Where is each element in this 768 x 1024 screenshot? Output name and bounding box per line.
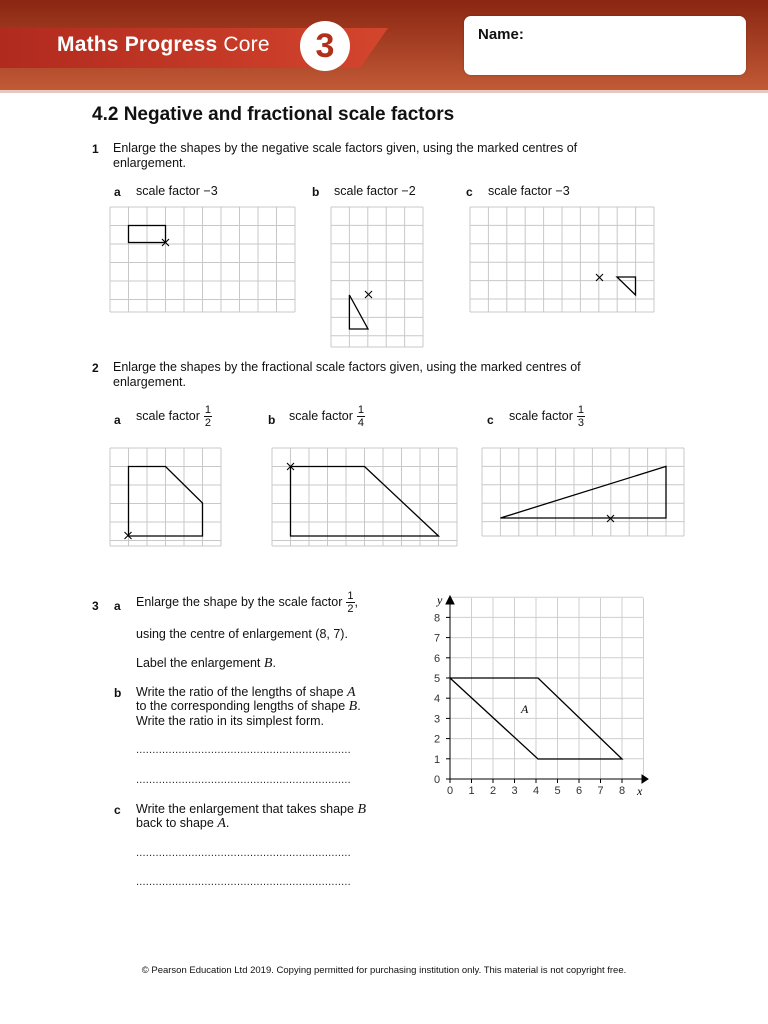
name-label: Name: (478, 26, 524, 43)
grid-q1a (110, 207, 295, 312)
q3c-answer-line-2[interactable]: .................................................................. (136, 876, 351, 888)
q1a-label: a (114, 185, 121, 199)
x-tick-label-2: 2 (490, 785, 497, 797)
y-tick-label-3: 3 (434, 713, 441, 726)
x-tick-label-6: 6 (576, 785, 583, 797)
q2c-scale: scale factor $\frac{1}{3}$ (509, 404, 585, 429)
y-tick-label-1: 1 (434, 753, 441, 766)
x-tick-label-4: 4 (533, 785, 540, 797)
q1c-centre-cross (596, 274, 603, 281)
q3b-answer-line-1[interactable]: .................................................................. (136, 744, 351, 756)
q3a-label: a (114, 599, 121, 613)
q2b-scale: scale factor $\frac{1}{4}$ (289, 404, 365, 429)
q3a-text-line3: Label the enlargement B. (136, 656, 276, 671)
q1b-triangle (349, 295, 368, 329)
x-tick-label-3: 3 (511, 785, 518, 797)
q1c-scale: scale factor −3 (488, 184, 570, 198)
x-tick-label-8: 8 (619, 785, 626, 797)
grid-q1c (470, 207, 654, 312)
y-tick-label-7: 7 (434, 632, 441, 645)
y-tick-label-2: 2 (434, 733, 441, 746)
coordinate-grid-q3 (420, 590, 650, 800)
q3c-answer-line-1[interactable]: .................................................................. (136, 847, 351, 859)
question-number-1: 1 (92, 142, 99, 156)
q3b-label: b (114, 686, 122, 700)
x-axis-label: x (637, 784, 643, 798)
x-axis-arrow (642, 775, 648, 783)
grid-q2b (272, 448, 457, 546)
y-tick-label-5: 5 (434, 673, 441, 685)
x-tick-label-0: 0 (447, 785, 454, 797)
grid-q2c (482, 448, 684, 536)
q3b-text-line1: Write the ratio of the lengths of shape A (136, 685, 356, 700)
y-tick-label-4: 4 (434, 693, 441, 706)
grid-q1b (331, 207, 423, 347)
brand-title: Maths Progress Core (57, 33, 270, 56)
q1b-centre-cross (365, 291, 372, 298)
q3b-text-line3: Write the ratio in its simplest form. (136, 714, 325, 728)
x-tick-label-5: 5 (554, 785, 561, 797)
question-number-2: 2 (92, 361, 99, 375)
q2b-label: b (268, 413, 276, 427)
q1b-label: b (312, 185, 320, 199)
q1c-label: c (466, 185, 473, 199)
q3a-text-line1: Enlarge the shape by the scale factor $\frac{1}{2}$ , (136, 590, 358, 615)
x-tick-label-1: 1 (468, 785, 475, 797)
x-tick-label-7: 7 (597, 785, 604, 797)
y-axis-label: y (437, 593, 443, 607)
y-tick-label-6: 6 (434, 652, 441, 665)
y-tick-label-8: 8 (434, 612, 441, 625)
q1b-scale: scale factor −2 (334, 184, 416, 198)
q1c-triangle (617, 277, 636, 295)
q2a-scale: scale factor $\frac{1}{2}$ (136, 404, 212, 429)
q3a-text-line2: using the centre of enlargement (8, 7). (136, 627, 348, 641)
q2c-triangle (500, 466, 666, 518)
question-number-3: 3 (92, 599, 99, 613)
q2c-label: c (487, 413, 494, 427)
q3b-answer-line-2[interactable]: .................................................................. (136, 774, 351, 786)
book-number-badge: 3 (300, 21, 350, 71)
name-field[interactable] (464, 16, 746, 75)
q3c-text-line1: Write the enlargement that takes shape B (136, 802, 366, 817)
question-2-text: Enlarge the shapes by the fractional scale factors given, using the marked centres of enlargement. (113, 360, 581, 389)
q3c-label: c (114, 803, 121, 817)
grid-q2a (110, 448, 221, 546)
q2a-label: a (114, 413, 121, 427)
y-tick-label-0: 0 (434, 774, 441, 786)
q3c-text-line2: back to shape A. (136, 816, 230, 831)
copyright-footer: © Pearson Education Ltd 2019. Copying permitted for purchasing institution only. This material is not copyright free. (141, 965, 627, 976)
section-title: 4.2 Negative and fractional scale factors (92, 104, 455, 125)
q1a-scale: scale factor −3 (136, 184, 218, 198)
q3b-text-line2: to the corresponding lengths of shape B. (136, 699, 361, 714)
shape-a-label: A (521, 702, 529, 716)
question-1-text: Enlarge the shapes by the negative scale factors given, using the marked centres of enlargement. (113, 141, 578, 170)
